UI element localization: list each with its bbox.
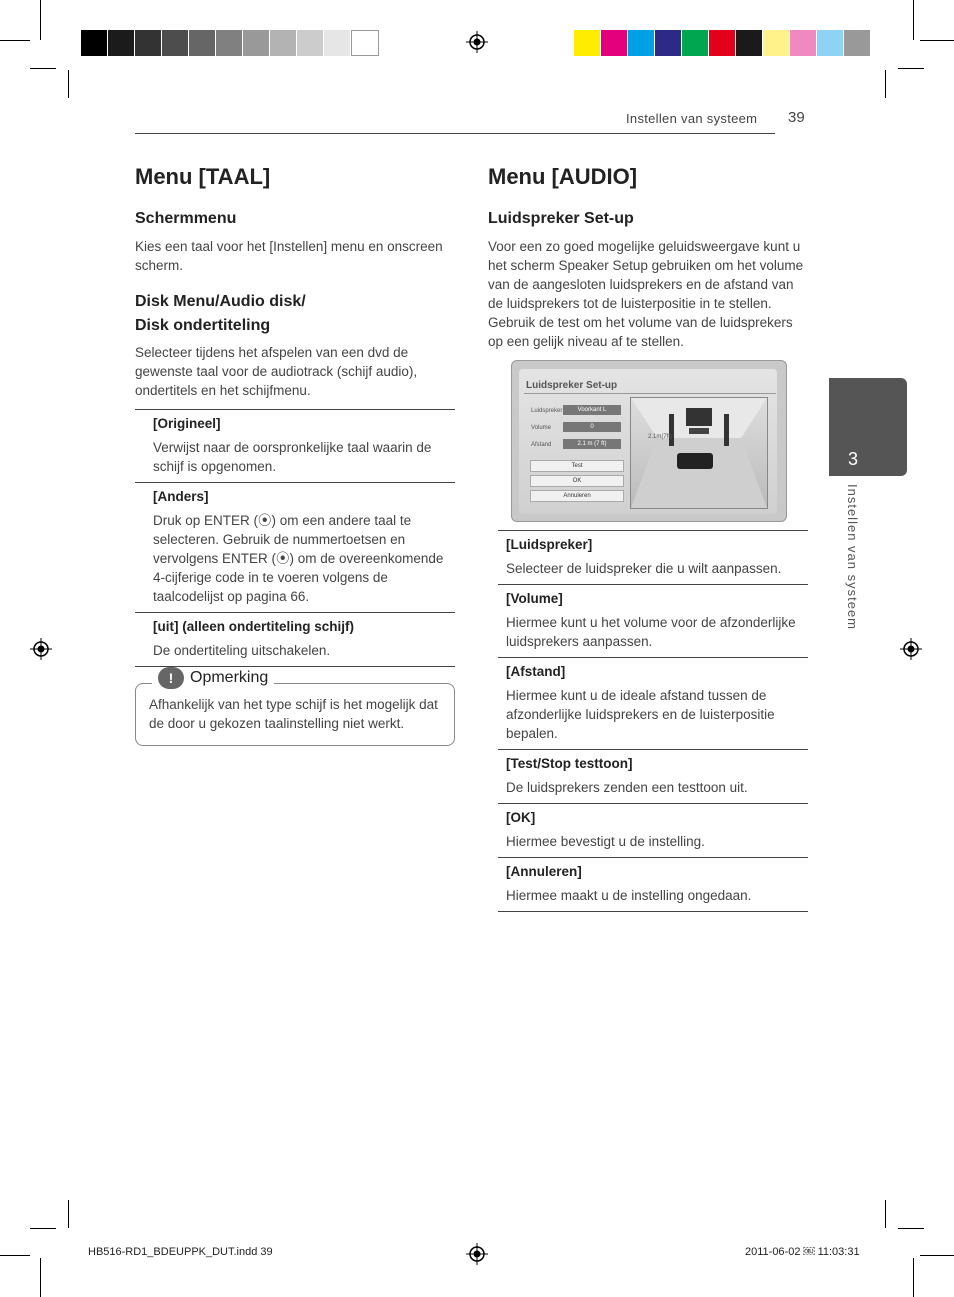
room-illustration	[630, 397, 768, 509]
registration-mark-icon	[900, 638, 922, 660]
audio-options-table	[498, 530, 808, 912]
speaker-room-icon	[631, 398, 767, 508]
option-term: [Anders]	[153, 489, 209, 504]
screenshot-row-value: 0	[563, 422, 621, 432]
registration-mark-icon	[30, 638, 52, 660]
option-term: [Test/Stop testtoon]	[506, 756, 633, 771]
table-row	[498, 531, 808, 585]
registration-mark-icon	[466, 31, 488, 53]
footer-file: HB516-RD1_BDEUPPK_DUT.indd 39	[88, 1246, 273, 1258]
speaker-heading: Luidspreker Set-up	[488, 210, 634, 227]
option-desc: Hiermee maakt u de instelling ongedaan.	[506, 888, 752, 903]
screenshot-row-label: Luidspreker	[531, 408, 563, 414]
note-label: Opmerking	[190, 669, 269, 686]
screenshot-test-button: Test	[530, 460, 624, 472]
screenshot-cancel-button: Annuleren	[530, 490, 624, 502]
menu-audio-title: Menu [AUDIO]	[488, 164, 638, 189]
option-desc: De ondertiteling uitschakelen.	[153, 643, 331, 658]
disk-heading-line1: Disk Menu/Audio disk/	[135, 293, 306, 310]
disk-heading	[135, 290, 306, 338]
table-row	[498, 585, 808, 658]
running-header-title: Instellen van systeem	[626, 111, 758, 126]
chapter-tab-label: Instellen van systeem	[845, 484, 860, 631]
screenshot-row-value: Voorkant L	[563, 405, 621, 415]
note-header	[152, 667, 274, 689]
screenshot-row-value: 2.1 m (7 ft)	[563, 439, 621, 449]
option-term: [Luidspreker]	[506, 537, 593, 552]
option-desc: Hiermee kunt u de ideale afstand tussen de afzonderlijke luidsprekers en de luisterpositie bepalen.	[506, 688, 775, 741]
option-desc: Selecteer de luidspreker die u wilt aanpassen.	[506, 561, 782, 576]
registration-mark-icon	[466, 1243, 488, 1265]
screenshot-row-label: Afstand	[531, 442, 552, 448]
note-text: Afhankelijk van het type schijf is het mogelijk dat de door u gekozen taalinstelling niet werkt.	[149, 697, 438, 731]
option-term: [Annuleren]	[506, 864, 582, 879]
option-term: [OK]	[506, 810, 536, 825]
table-row	[498, 804, 808, 858]
table-row	[135, 410, 455, 483]
schermmenu-text: Kies een taal voor het [Instellen] menu en onscreen scherm.	[135, 239, 443, 273]
chapter-tab	[829, 378, 907, 476]
exclamation-icon: !	[158, 667, 184, 689]
table-row	[498, 658, 808, 750]
option-desc: De luidsprekers zenden een testtoon uit.	[506, 780, 748, 795]
option-term: [Volume]	[506, 591, 563, 606]
table-row	[135, 613, 455, 667]
taal-options-table	[135, 409, 455, 667]
option-desc: Hiermee kunt u het volume voor de afzonderlijke luidsprekers aanpassen.	[506, 615, 796, 649]
option-term: [uit] (alleen ondertiteling schijf)	[153, 619, 355, 634]
footer-date: 2011-06-02 ￼ 11:03:31	[745, 1246, 860, 1258]
page-number: 39	[788, 109, 805, 126]
disk-text: Selecteer tijdens het afspelen van een dvd de gewenste taal voor de audiotrack (schijf audio), ondertitels en het schijfmenu.	[135, 345, 418, 398]
screenshot-ok-button: OK	[530, 475, 624, 487]
table-row	[498, 750, 808, 804]
option-term: [Origineel]	[153, 416, 221, 431]
option-term: [Afstand]	[506, 664, 566, 679]
option-desc: Hiermee bevestigt u de instelling.	[506, 834, 705, 849]
option-desc: Verwijst naar de oorspronkelijke taal waarin de schijf is opgenomen.	[153, 440, 432, 474]
screenshot-title: Luidspreker Set-up	[526, 380, 618, 391]
table-row	[498, 858, 808, 912]
header-divider	[135, 133, 775, 134]
table-row	[135, 483, 455, 613]
option-desc: Druk op ENTER (⦿) om een andere taal te selecteren. Gebruik de nummertoetsen en vervolgens ENTER (⦿) om de overeenkomende 4-cijferige code in te voeren volgens de taalcodelijst op pagina 66.	[153, 513, 444, 604]
speaker-text: Voor een zo goed mogelijke geluidsweergave kunt u het scherm Speaker Setup gebruiken om het volume van de aangesloten luidsprekers en de afstand van de luidsprekers tot de luisterpositie in te stellen. Gebruik de test om het volume van de luidsprekers op een gelijk niveau af te stellen.	[488, 239, 804, 349]
schermmenu-heading: Schermmenu	[135, 210, 237, 227]
menu-taal-title: Menu [TAAL]	[135, 164, 271, 189]
room-distance-label: 2.1m(7ft)	[648, 434, 673, 440]
screenshot-row-label: Volume	[531, 425, 552, 431]
disk-heading-line2: Disk ondertiteling	[135, 317, 271, 334]
chapter-number: 3	[848, 449, 859, 469]
